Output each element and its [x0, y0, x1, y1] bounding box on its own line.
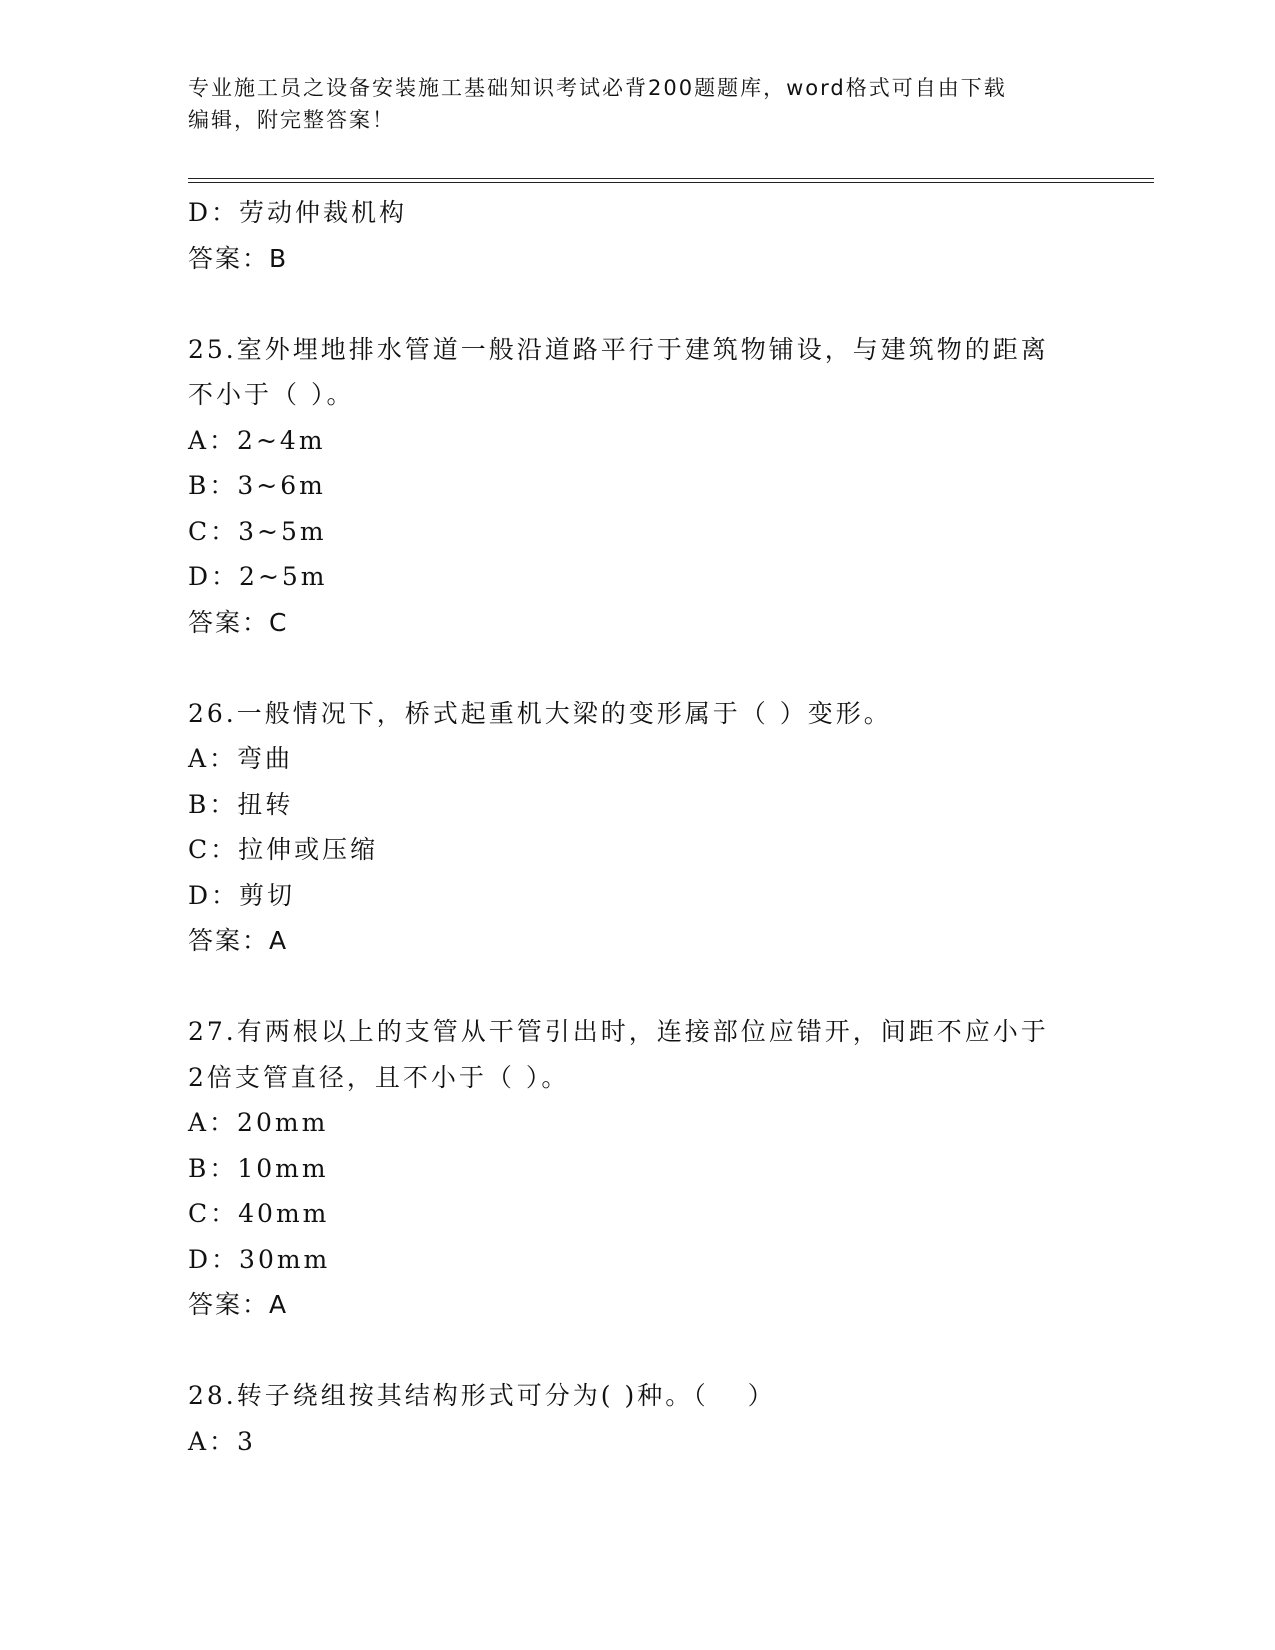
option-a: A：20mm [188, 1108, 329, 1137]
question-27 [188, 1009, 1088, 1328]
question-25 [188, 327, 1088, 646]
question-26 [188, 691, 1088, 964]
option-c: C：40mm [188, 1199, 330, 1228]
question-stem: 28.转子绕组按其结构形式可分为( )种。（ ） [188, 1381, 776, 1410]
question-stem: 25.室外埋地排水管道一般沿道路平行于建筑物铺设，与建筑物的距离 [188, 334, 1049, 364]
spacer [188, 964, 1088, 1010]
spacer [188, 281, 1088, 327]
document-header [188, 72, 1088, 136]
option-b: B：扭转 [188, 789, 294, 819]
question-stem: 27.有两根以上的支管从干管引出时，连接部位应错开，间距不应小于 [188, 1017, 1049, 1046]
option-a: A：弯曲 [188, 744, 294, 773]
option-d: D：劳动仲裁机构 [188, 198, 408, 227]
question-28 [188, 1373, 1088, 1464]
option-d: D：30mm [188, 1244, 331, 1274]
option-a: A：3 [188, 1426, 256, 1456]
question-list [188, 190, 1088, 1464]
option-b: B：3~6m [188, 471, 326, 500]
option-b: B：10mm [188, 1153, 329, 1183]
option-d: D：剪切 [188, 880, 296, 910]
header-rule-bottom [188, 182, 1154, 183]
spacer [188, 645, 1088, 691]
answer-line: 答案：B [188, 243, 289, 273]
spacer [188, 1328, 1088, 1374]
question-stem: 26.一般情况下，桥式起重机大梁的变形属于（ ）变形。 [188, 698, 892, 728]
answer-line: 答案：A [188, 926, 289, 955]
header-line-1: 专业施工员之设备安装施工基础知识考试必背200题题库，word格式可自由下载 [188, 76, 1007, 100]
answer-line: 答案：A [188, 1290, 289, 1319]
header-rule-top [188, 178, 1154, 179]
option-a: A：2~4m [188, 425, 326, 455]
question-stem: 2倍支管直径，且不小于（ ）。 [188, 1062, 570, 1092]
option-d: D：2~5m [188, 562, 328, 591]
question-stem: 不小于（ ）。 [188, 380, 355, 409]
option-c: C：3~5m [188, 516, 327, 546]
header-line-2: 编辑，附完整答案！ [188, 108, 395, 132]
answer-line: 答案：C [188, 607, 289, 637]
option-c: C：拉伸或压缩 [188, 835, 379, 864]
